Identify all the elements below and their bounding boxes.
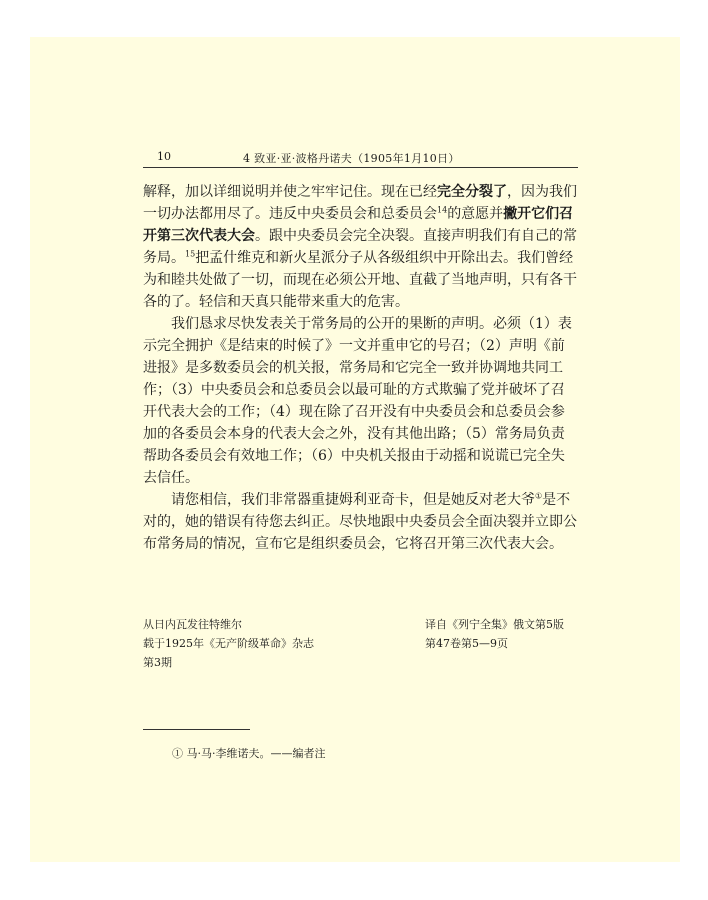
source-line: 第47卷第5—9页 [425, 637, 508, 650]
note-reference: 14 [437, 205, 448, 215]
running-header [143, 149, 578, 168]
page-number: 10 [157, 150, 171, 163]
text-run: ，因为我们一切办法都用尽了。违反中央委员会和总委员会 [143, 184, 577, 222]
paragraph-1 [143, 181, 578, 313]
letter-body [143, 181, 578, 555]
source-translation [425, 615, 564, 653]
text-run: 是不对的，她的错误有待您去纠正。尽快地跟中央委员会全面决裂并立即公布常务局的情况，宣布它是组织委员会，它将召开第三次代表大会。 [143, 492, 577, 552]
bold-text: 完全分裂了 [437, 184, 507, 200]
source-line: 译自《列宁全集》俄文第5版 [425, 618, 564, 631]
footnote-rule [143, 729, 250, 730]
paragraph-2: 我们恳求尽快发表关于常务局的公开的果断的声明。必须（1）表示完全拥护《是结束的时候了》一文并重申它的号召；（2）声明《前进报》是多数委员会的机关报，常务局和它完全一致并协调地共同工作；（3）中央委员会和总委员会以最可耻的方式欺骗了党并破坏了召开代表大会的工作；（4）现在除了召开没有中央委员会和总委员会参加的各委员会本身的代表大会之外，没有其他出路；（5）常务局负责帮助各委员会有效地工作；（6）中央机关报由于动摇和说谎已完全失去信任。 [143, 316, 572, 486]
source-line: 载于1925年《无产阶级革命》杂志 [143, 637, 314, 650]
text-run: 的意愿并 [447, 206, 504, 222]
paragraph-3 [143, 489, 578, 555]
source-line: 第3期 [143, 656, 172, 669]
source-line: 从日内瓦发往特维尔 [143, 618, 242, 631]
footnote: ① 马·马·李维诺夫。——编者注 [172, 747, 326, 760]
footnote-reference: ① [535, 491, 543, 501]
text-run: 把孟什维克和新火星派分子从各级组织中开除出去。我们曾经为和睦共处做了一切，而现在必须公开地、直截了当地声明，只有各干各的了。轻信和天真只能带来重大的危害。 [143, 250, 577, 310]
running-title: 4 致亚·亚·波格丹诺夫（1905年1月10日） [243, 152, 460, 165]
source-origin [143, 615, 314, 672]
note-reference: 15 [185, 249, 196, 259]
text-run: 解释，加以详细说明并使之牢牢记住。现在已经 [143, 184, 437, 200]
bold-text: 撇开它们召开第三次代表大会 [143, 206, 574, 244]
text-run: 。跟中央委员会完全决裂。直接声明我们有自己的常务局。 [143, 228, 577, 266]
text-run: 请您相信，我们非常器重捷姆利亚奇卡，但是她反对老大爷 [171, 492, 535, 508]
